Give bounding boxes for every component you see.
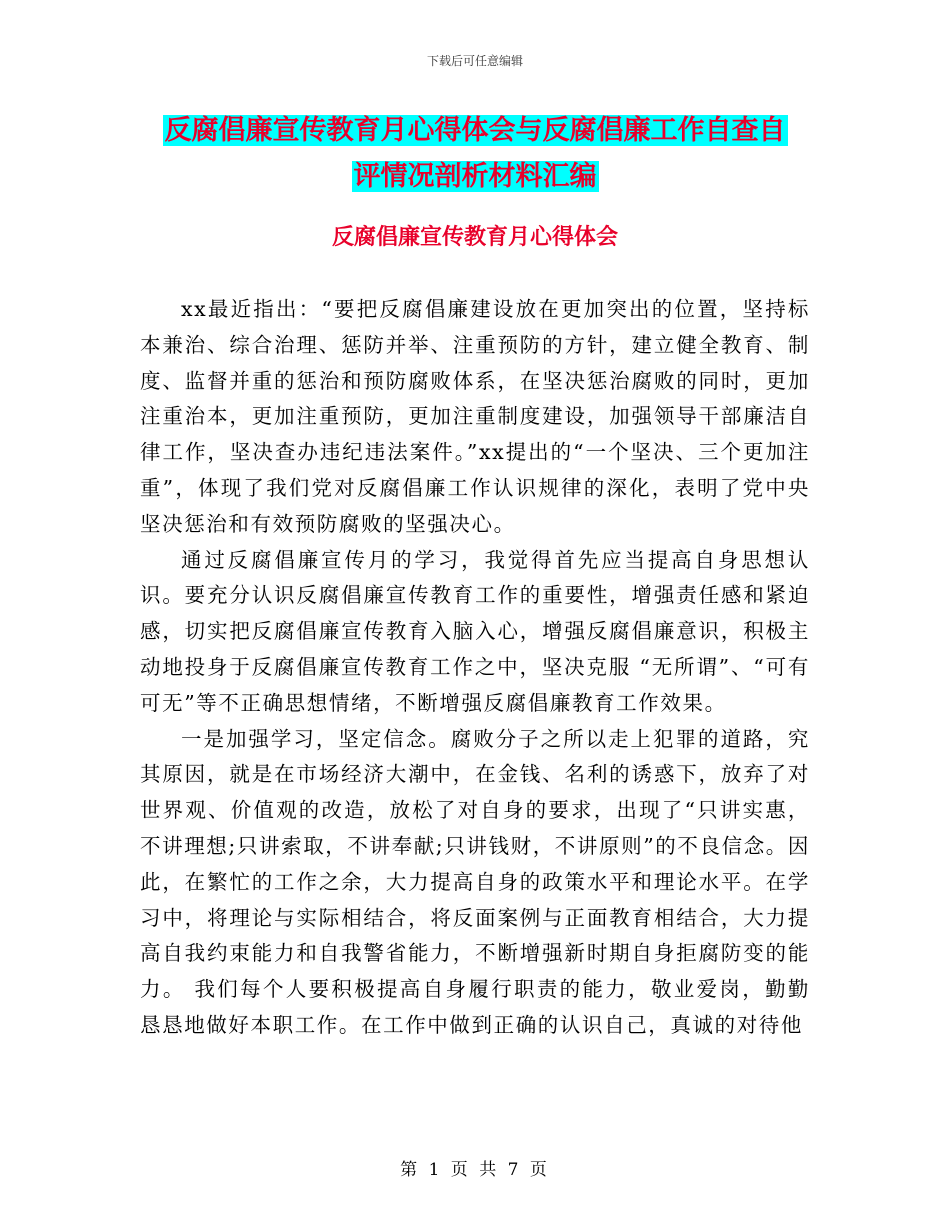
section-title: 反腐倡廉宣传教育月心得体会 — [331, 225, 618, 250]
paragraph: xx最近指出：“要把反腐倡廉建设放在更加突出的位置，坚持标本兼治、综合治理、惩防并举、注重预防的方针，建立健全教育、制度、监督并重的惩治和预防腐败体系，在坚决惩治腐败的同时，更加注重治本，更加注重预防，更加注重制度建设，加强领导干部廉洁自律工作，坚决查办违纪违法案件。”xx提出的“一个坚决、三个更加注重”，体现了我们党对反腐倡廉工作认识规律的深化，表明了党中央坚决惩治和有效预防腐败的坚强决心。 — [140, 297, 810, 536]
title-highlight: 评情况剖析材料汇编 — [353, 161, 597, 192]
paragraph: 一是加强学习，坚定信念。腐败分子之所以走上犯罪的道路，究其原因，就是在市场经济大潮中，在金钱、名利的诱惑下，放弃了对世界观、价值观的改造，放松了对自身的要求，出现了“只讲实惠，不讲理想;只讲索取，不讲奉献;只讲钱财，不讲原则”的不良信念。因此，在繁忙的工作之余，大力提高自身的政策水平和理论水平。在学习中，将理论与实际相结合，将反面案例与正面教育相结合，大力提高自我约束能力和自我警省能力，不断增强新时期自身拒腐防变的能力。 我们每个人要积极提高自身履行职责的能力，敬业爱岗，勤勤恳恳地做好本职工作。在工作中做到正确的认识自己，真诚的对待他 — [140, 726, 810, 1037]
page-header-note: 下载后可任意编辑 — [426, 54, 523, 68]
page-number: 第 1 页 共 7 页 — [400, 1160, 550, 1180]
paragraph: 通过反腐倡廉宣传月的学习，我觉得首先应当提高自身思想认识。要充分认识反腐倡廉宣传教育工作的重要性，增强责任感和紧迫感，切实把反腐倡廉宣传教育入脑入心，增强反腐倡廉意识，积极主动地投身于反腐倡廉宣传教育工作之中，坚决克服 “无所谓”、“可有可无”等不正确思想情绪，不断增强反腐倡廉教育工作效果。 — [140, 547, 810, 715]
document-title — [140, 108, 810, 200]
document-body — [140, 292, 810, 1044]
title-highlight: 反腐倡廉宣传教育月心得体会与反腐倡廉工作自查自 — [164, 115, 786, 146]
document-title-line-2 — [140, 154, 810, 200]
document-title-line-1 — [140, 108, 810, 154]
